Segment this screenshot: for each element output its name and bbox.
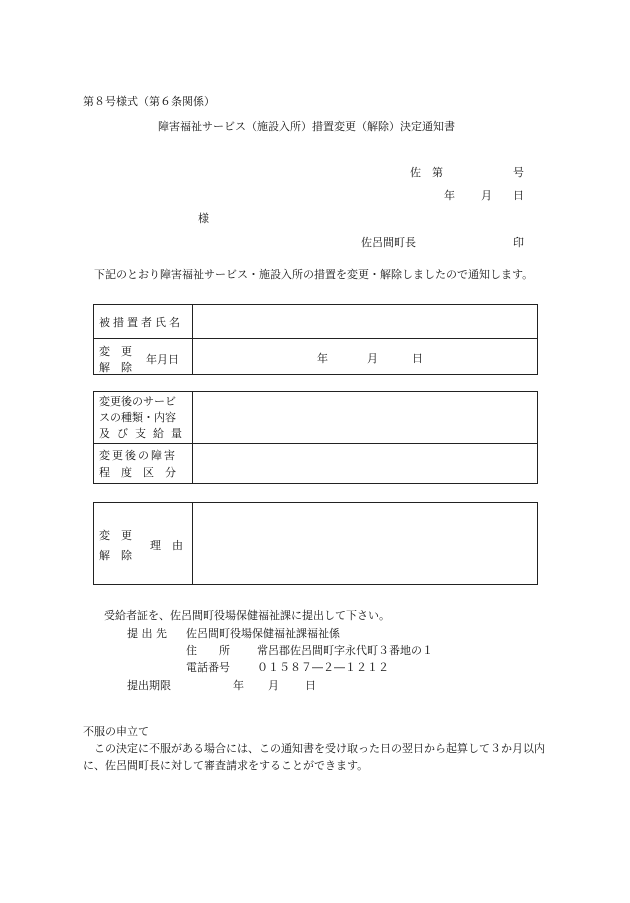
number-dai: 第 [432, 166, 443, 179]
address-label: 住 所 [186, 644, 230, 657]
issue-day: 日 [513, 189, 524, 202]
phone-label: 電話番号 [186, 661, 230, 674]
change-date-field: 年 月 日 [193, 339, 538, 375]
recipient-name-field [193, 305, 538, 339]
recipient-name-label: 被措置者氏名 [94, 305, 193, 339]
intro-text: 下記のとおり障害福祉サービス・施設入所の措置を変更・解除しましたので通知します。 [94, 268, 534, 281]
disability-field [193, 444, 538, 484]
table-service [93, 391, 538, 484]
deadline-month: 月 [268, 679, 279, 692]
office-char: 佐 [410, 166, 421, 179]
appeal-body: この決定に不服がある場合には、この通知書を受け取った日の翌日から起算して３か月以内に、佐呂間町長に対して審査請求をすることができます。 [83, 742, 545, 772]
change-date-label: 変 更 解 除 年月日 [94, 339, 193, 375]
table-recipient [93, 304, 538, 375]
dest-value: 佐呂間町役場保健福祉課福祉係 [186, 627, 340, 640]
document-title: 障害福祉サービス（施設入所）措置変更（解除）決定通知書 [158, 120, 455, 133]
issue-year: 年 [444, 189, 455, 202]
deadline-day: 日 [305, 679, 316, 692]
mayor-name: 佐呂間町長 [361, 236, 416, 249]
address-value: 常呂郡佐呂間町字永代町３番地の１ [257, 644, 433, 657]
submission-instruction: 受給者証を、佐呂間町役場保健福祉課に提出して下さい。 [104, 609, 390, 622]
deadline-year: 年 [233, 679, 244, 692]
form-number: 第８号様式（第６条関係） [83, 95, 215, 108]
appeal-heading: 不服の申立て [83, 725, 149, 738]
reason-field [193, 503, 538, 585]
service-field [193, 392, 538, 444]
service-label: 変更後のサービ スの種類・内容 及び支給量 [94, 392, 193, 444]
seal-mark: 印 [513, 236, 524, 249]
phone-value: ０１５８７―２―１２１２ [257, 661, 389, 674]
reason-label: 変 更 解 除 理 由 [94, 503, 193, 585]
disability-label: 変更後の障害 程度区分 [94, 444, 193, 484]
dest-label: 提 出 先 [127, 627, 167, 640]
table-reason [93, 502, 538, 585]
addressee-sama: 様 [198, 212, 209, 225]
number-go: 号 [513, 166, 524, 179]
deadline-label: 提出期限 [127, 679, 171, 692]
issue-month: 月 [481, 189, 492, 202]
